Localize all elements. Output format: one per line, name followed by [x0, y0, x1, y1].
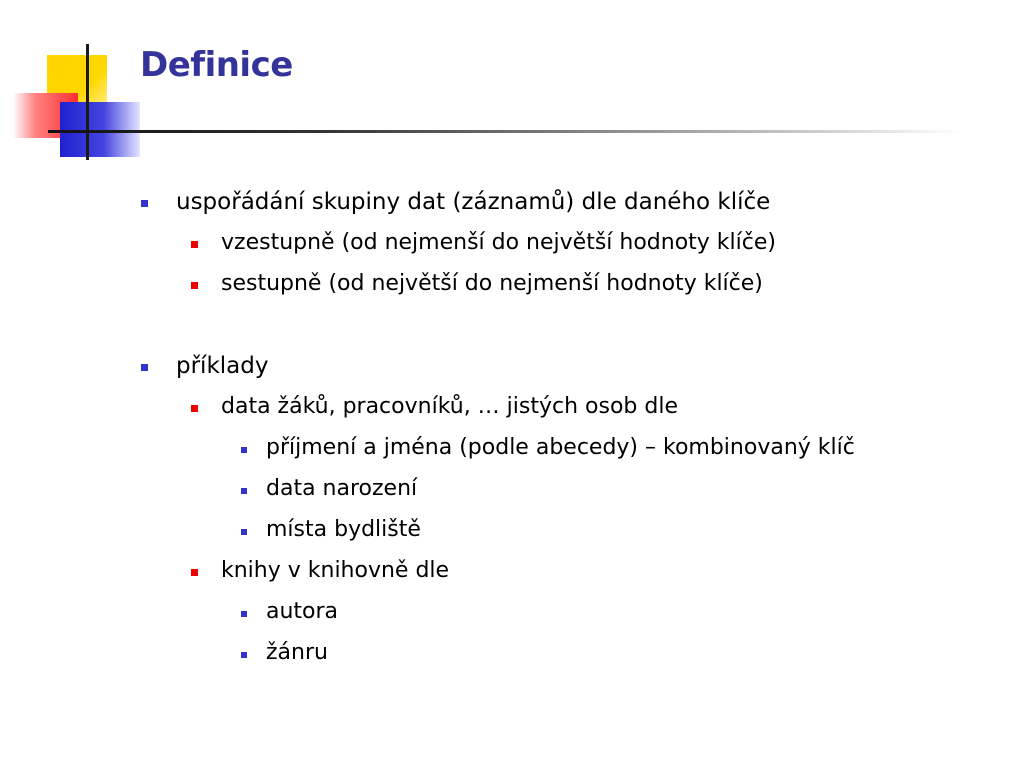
list-item-level3: autora — [266, 599, 339, 624]
bullet-level3-icon — [241, 488, 247, 494]
list-item-level3: příjmení a jména (podle abecedy) – kombinovaný klíč — [266, 435, 855, 460]
bullet-level3-icon — [241, 611, 247, 617]
list-item-level3: místa bydliště — [266, 517, 421, 542]
list-item-level3: data narození — [266, 476, 418, 501]
title-underline — [48, 130, 963, 133]
slide-title: Definice — [140, 45, 293, 85]
bullet-level2-icon — [191, 241, 198, 248]
list-item-level2: vzestupně (od nejmenší do největší hodnoty klíče) — [221, 230, 776, 255]
logo-vertical-line — [86, 44, 89, 160]
list-item-level1: příklady — [176, 353, 269, 379]
bullet-level3-icon — [241, 529, 247, 535]
slide-logo-decoration — [0, 0, 150, 170]
bullet-level3-icon — [241, 652, 247, 658]
list-item-level2: data žáků, pracovníků, … jistých osob dle — [221, 394, 678, 419]
list-item-level2: sestupně (od největší do nejmenší hodnoty klíče) — [221, 271, 763, 296]
bullet-level2-icon — [191, 569, 198, 576]
list-item-level1: uspořádání skupiny dat (záznamů) dle daného klíče — [176, 189, 771, 215]
list-item-level3: žánru — [266, 640, 328, 665]
bullet-level1-icon — [141, 364, 148, 371]
list-item-level2: knihy v knihovně dle — [221, 558, 450, 583]
bullet-level2-icon — [191, 282, 198, 289]
bullet-level1-icon — [141, 200, 148, 207]
bullet-level3-icon — [241, 447, 247, 453]
bullet-level2-icon — [191, 405, 198, 412]
